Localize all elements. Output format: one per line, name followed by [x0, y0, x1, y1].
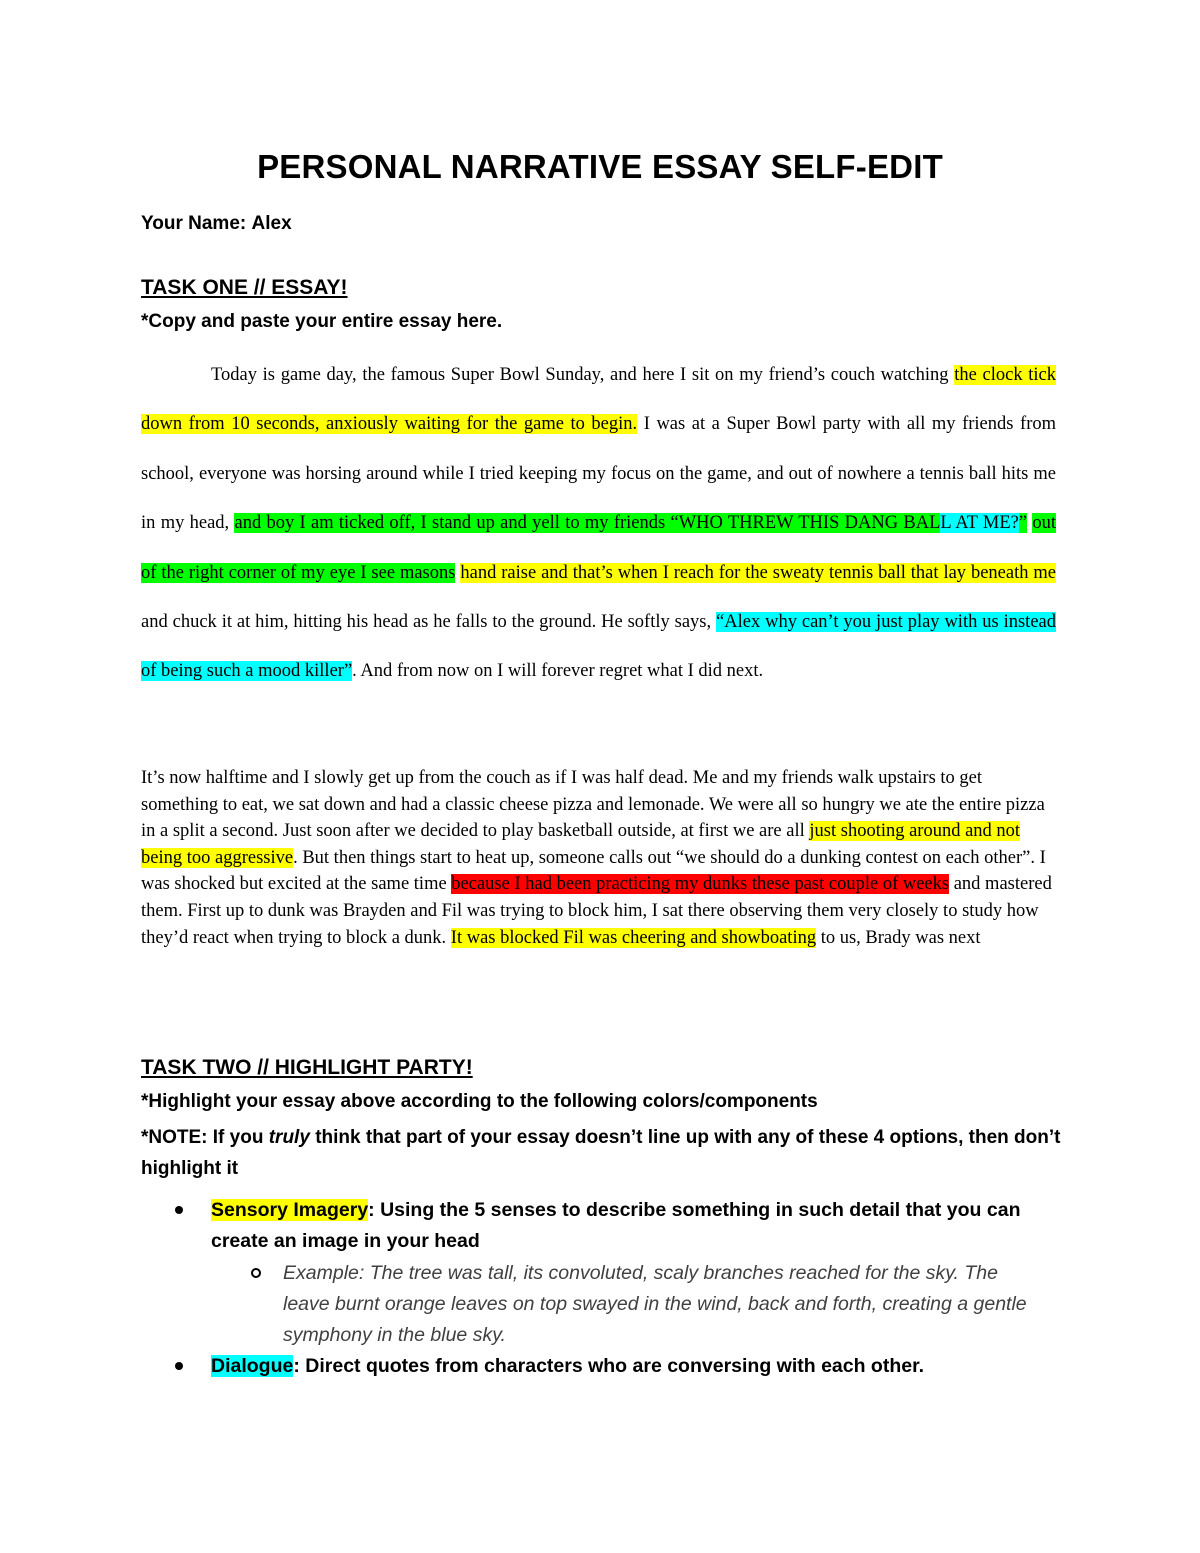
sensory-example: Example: The tree was tall, its convoluted, scaly branches reached for the sky. The leave burnt orange leaves on top swayed in the wind, back and forth, creating a gentle symphony in the blue sky.: [283, 1262, 1027, 1346]
task-one-instruction: *Copy and paste your entire essay here.: [141, 311, 503, 332]
text-segment: It’s now halftime and I slowly get up from the couch as if I was half dead. Me and my friends walk upstairs to get something to eat, we sat down and had a classic cheese pizza and lemonade. We were all so hungry we ate the entire pizza in a split a second. Just soon after we decided to play basketball outside, at first we are all: [141, 768, 1045, 842]
text-segment: to us, Brady was next: [816, 927, 981, 948]
text-segment: and chuck it at him, hitting his head as he falls to the ground. He softly says,: [141, 612, 717, 633]
text-segment: and mastered them. First up to dunk was Brayden and Fil was trying to block him, I sat there observing them very closely to study how they’d react when trying to block a dunk.: [141, 874, 1052, 948]
text-segment: . And from now on I will forever regret what I did next.: [352, 661, 764, 682]
task-one-heading: TASK ONE // ESSAY!: [141, 276, 348, 299]
highlighted-segment: “Alex why can’t you just play with us instead of being such a mood killer”: [141, 612, 1056, 682]
bullet-icon: [175, 1362, 183, 1370]
bullet-dialogue: [211, 1351, 1081, 1382]
highlighted-segment: ”: [1018, 513, 1028, 534]
bullet-term: Dialogue: [211, 1355, 294, 1377]
sub-bullet-circle-icon: [251, 1268, 261, 1278]
bullet-icon: [175, 1206, 183, 1214]
highlighted-segment: hand raise and that’s when I reach for the sweaty tennis ball that lay beneath me: [460, 562, 1057, 583]
note-italic: truly: [268, 1127, 310, 1148]
highlighted-segment: just shooting around and not being too aggressive: [141, 821, 1021, 868]
text-segment: Today is game day, the famous Super Bowl Sunday, and here I sit on my friend’s couch watching: [211, 365, 955, 385]
note-after: think that part of your essay doesn’t line up with any of these 4 options, then don’t highlight it: [141, 1127, 1061, 1179]
note-before: *NOTE: If you: [141, 1127, 269, 1148]
name-value: Alex: [251, 213, 292, 234]
task-two-note: [141, 1122, 1061, 1184]
highlighted-segment: L AT ME?: [940, 513, 1019, 534]
name-label: Your Name:: [141, 213, 247, 234]
bullet-sensory-imagery: [211, 1195, 1061, 1257]
text-segment: I was at a Super Bowl party with all my friends from school, everyone was horsing around while I tried keeping my focus on the game, and out of nowhere a tennis ball hits me in my head,: [141, 414, 1056, 534]
highlighted-segment: because I had been practicing my dunks these past couple of weeks: [451, 874, 950, 895]
page-title: PERSONAL NARRATIVE ESSAY SELF-EDIT: [257, 148, 943, 185]
highlighted-segment: It was blocked Fil was cheering and showboating: [450, 927, 817, 948]
text-segment: . But then things start to heat up, someone calls out “we should do a dunking contest on each other”. I was shocked but excited at the same time: [141, 847, 1046, 895]
name-line: [141, 213, 292, 235]
essay-paragraph-2: [141, 765, 1056, 951]
task-two-heading: TASK TWO // HIGHLIGHT PARTY!: [141, 1056, 473, 1079]
highlighted-segment: and boy I am ticked off, I stand up and yell to my friends “WHO THREW THIS DANG BAL: [234, 513, 941, 534]
highlighted-segment: out of the right corner of my eye I see masons: [141, 513, 1057, 583]
task-two-instruction: *Highlight your essay above according to the following colors/components: [141, 1091, 818, 1112]
bullet-desc: : Using the 5 senses to describe something in such detail that you can create an image in your head: [211, 1199, 1021, 1252]
essay-paragraph-1: [141, 351, 1056, 697]
bullet-term: Sensory Imagery: [211, 1199, 369, 1221]
highlighted-segment: the clock tick down from 10 seconds, anxiously waiting for the game to begin.: [141, 365, 1057, 435]
bullet-desc: : Direct quotes from characters who are conversing with each other.: [293, 1355, 925, 1377]
